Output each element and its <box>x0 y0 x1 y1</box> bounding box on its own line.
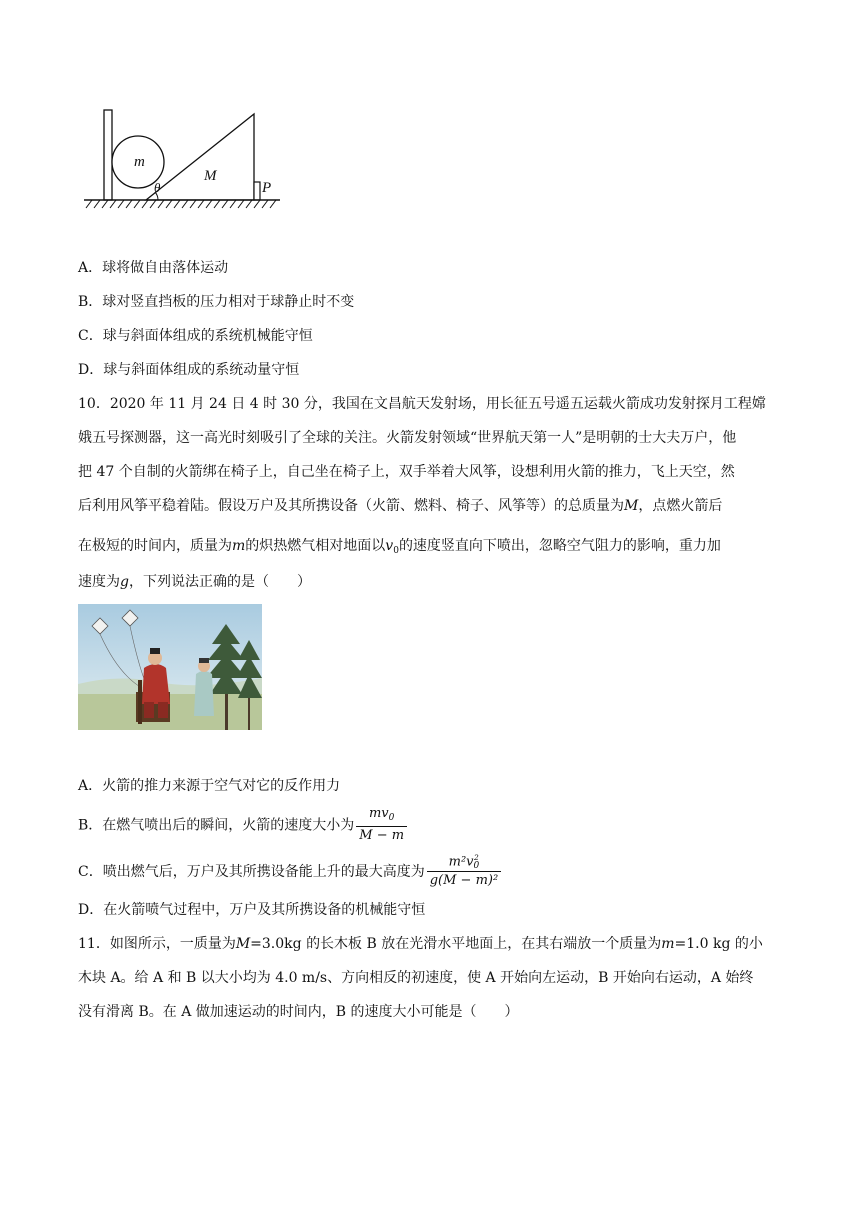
var-m: m <box>232 538 246 554</box>
q10-option-a: A．火箭的推力来源于空气对它的反作用力 <box>78 778 341 794</box>
q10-line-5-c: 的速度竖直向下喷出，忽略空气阻力的影响，重力加 <box>398 538 721 554</box>
q10-option-c-fraction <box>427 854 501 890</box>
vertical-board <box>104 110 112 200</box>
q10-option-d: D．在火箭喷气过程中，万户及其所携设备的机械能守恒 <box>78 902 426 918</box>
q10-option-b-text: B．在燃气喷出后的瞬间，火箭的速度大小为 <box>78 817 355 834</box>
q9-option-a: A．球将做自由落体运动 <box>78 260 229 276</box>
incline-ball-figure <box>76 104 286 216</box>
label-block: M <box>204 168 217 184</box>
standing-figure <box>194 671 214 716</box>
q10-line-6 <box>78 572 784 592</box>
q11-line-1-c: =1.0 kg 的小 <box>674 936 763 952</box>
fraction-denominator: M − m <box>359 828 405 843</box>
fraction-numerator: m²v 2 0 <box>427 854 501 872</box>
q10-option-b <box>78 806 409 845</box>
var-g: g <box>120 574 129 590</box>
q10-line-6-a: 速度为 <box>78 574 120 590</box>
q10-line-5 <box>78 536 784 561</box>
q10-line-4 <box>78 496 784 516</box>
ground-hatch <box>86 200 276 208</box>
label-angle: θ <box>154 180 161 195</box>
stop-block <box>254 182 260 200</box>
q10-option-c-text: C．喷出燃气后，万户及其所携设备能上升的最大高度为 <box>78 864 425 880</box>
q10-line-2: 娥五号探测器，这一高光时刻吸引了全球的关注。火箭发射领域“世界航天第一人”是明朝的士大夫万户，他 <box>78 430 737 446</box>
seated-figure <box>142 664 170 704</box>
fraction-denominator: g(M − m)² <box>429 872 499 888</box>
q11-line-1-b: =3.0kg 的长木板 B 放在光滑水平地面上，在其右端放一个质量为 <box>250 936 662 952</box>
q10-option-b-fraction <box>356 806 407 845</box>
q9-option-c: C．球与斜面体组成的系统机械能守恒 <box>78 328 313 344</box>
q10-line-6-b: ，下列说法正确的是（ ） <box>128 574 311 590</box>
q10-line-4-a: 后利用风筝平稳着陆。假设万户及其所携设备（火箭、燃料、椅子、风筝等）的总质量为 <box>78 498 624 514</box>
q11-line-2: 木块 A。给 A 和 B 以大小均为 4.0 m/s、方向相反的初速度，使 A 开始向左运动，B 开始向右运动，A 始终 <box>78 970 754 986</box>
q10-option-c <box>78 852 503 892</box>
label-stop: P <box>262 180 272 196</box>
var-v0: v <box>385 538 394 554</box>
fraction-numerator: $mv_0$ <box>356 806 407 827</box>
q11-line-1-a: 11．如图所示，一质量为 <box>78 936 236 952</box>
var-M: M <box>235 936 251 952</box>
q10-line-5-b: 的炽热燃气相对地面以 <box>245 538 386 554</box>
q10-line-5-a: 在极短的时间内，质量为 <box>78 538 232 554</box>
q11-line-1 <box>78 934 784 954</box>
q10-line-1: 10．2020 年 11 月 24 日 4 时 30 分，我国在文昌航天发射场，用长征五号遥五运载火箭成功发射探月工程嫦 <box>78 396 766 412</box>
label-ball: m <box>134 154 145 170</box>
var-m: m <box>661 936 675 952</box>
wanhu-illustration <box>78 604 262 730</box>
q10-line-4-b: ，点燃火箭后 <box>638 498 723 514</box>
q11-line-3: 没有滑离 B。在 A 做加速运动的时间内，B 的速度大小可能是（ ） <box>78 1004 519 1020</box>
var-M: M <box>624 498 639 514</box>
q9-option-d: D．球与斜面体组成的系统动量守恒 <box>78 362 300 378</box>
sub-0: 0 <box>393 546 399 556</box>
q9-option-b: B．球对竖直挡板的压力相对于球静止时不变 <box>78 294 355 310</box>
q10-line-3: 把 47 个自制的火箭绑在椅子上，自己坐在椅子上，双手举着大风筝，设想利用火箭的推力，飞上天空，然 <box>78 464 735 480</box>
